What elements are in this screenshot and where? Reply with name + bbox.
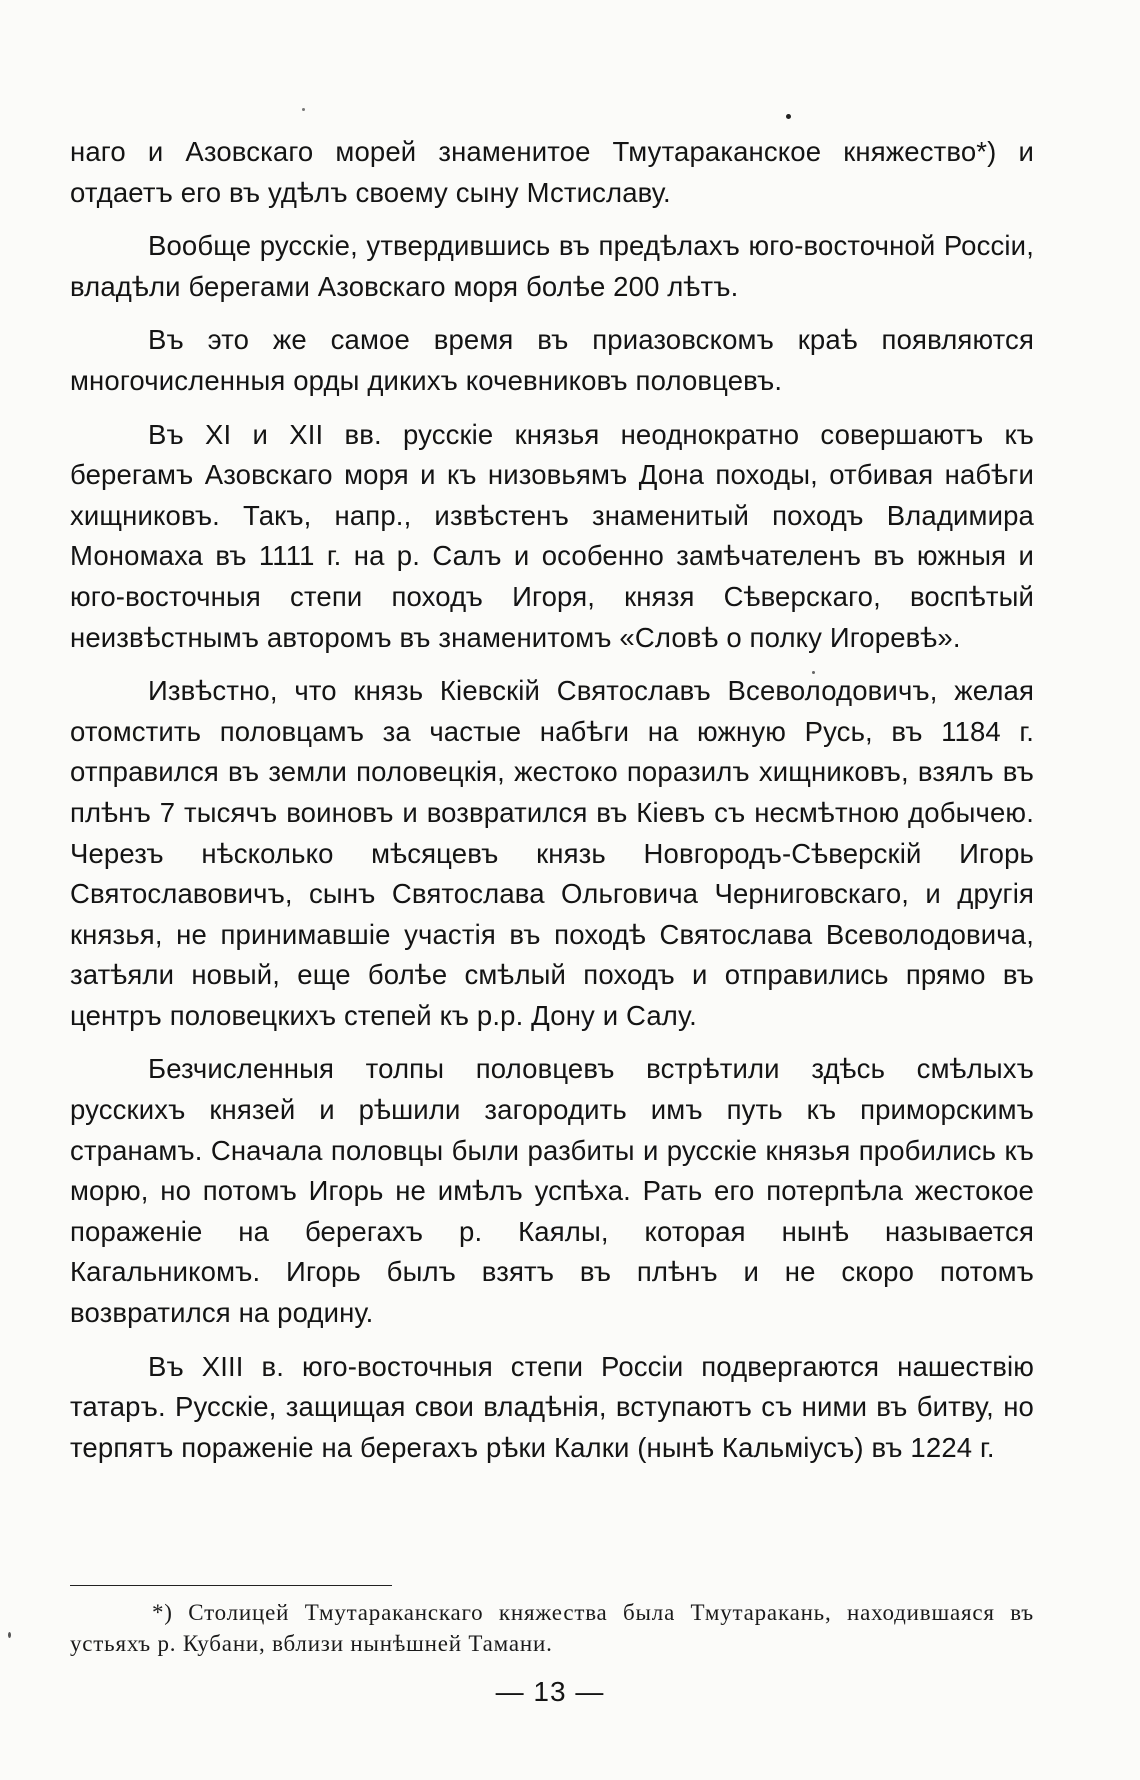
paragraph-southeast-russia: Вообще русскіе, утвердившись въ предѣлахъ юго-восточной Россіи, владѣли берегами Азовскаго моря болѣе 200 лѣтъ. (70, 230, 1034, 302)
paragraph-campaigns: Въ XI и XII вв. русскіе князья неоднократно совершаютъ къ берегамъ Азовскаго моря и къ низовьямъ Дона походы, отбивая набѣги хищниковъ. Такъ, напр., извѣстенъ знаменитый походъ Владимира Мономаха въ 1111 г. на р. Салъ и особенно замѣчателенъ въ южныя и юго-восточныя степи походъ Игоря, князя Сѣверскаго, воспѣтый неизвѣстнымъ авторомъ въ знаменитомъ «Словѣ о полку Игоревѣ». (70, 418, 1034, 653)
footnote-divider (70, 1585, 392, 1586)
paragraph-kayala-defeat: Безчисленныя толпы половцевъ встрѣтили здѣсь смѣлыхъ русскихъ князей и рѣшили загородить имъ путь къ приморскимъ странамъ. Сначала половцы были разбиты и русскіе князья пробились къ морю, но потомъ Игорь не имѣлъ успѣха. Рать его потерпѣла жестокое пораженіе на берегахъ р. Каялы, которая нынѣ называется Кагальникомъ. Игорь былъ взятъ въ плѣнъ и не скоро потомъ возвратился на родину. (70, 1053, 1034, 1329)
footnote: *) Столицей Тмутараканскаго княжества была Тмутаракань, находившаяся въ устьяхъ р. Кубани, вблизи нынѣшней Тамани. (70, 1600, 1034, 1656)
paragraph-polovtsy-appear: Въ это же самое время въ приазовскомъ краѣ появляются многочисленныя орды дикихъ кочевниковъ половцевъ. (70, 324, 1034, 396)
page-number: — 13 — (495, 1676, 605, 1707)
paragraph-continuation: наго и Азовскаго морей знаменитое Тмутараканское княжество*) и отдаетъ его въ удѣлъ своему сыну Мстиславу. (70, 136, 1034, 208)
body-text (70, 132, 1034, 1481)
ink-speck (8, 1632, 11, 1638)
paragraph-tatar-invasion: Въ XIII в. юго-восточныя степи Россіи подвергаются нашествію татаръ. Русскіе, защищая свои владѣнія, вступаютъ съ ними въ битву, но терпятъ пораженіе на берегахъ рѣки Калки (нынѣ Кальміусъ) въ 1224 г. (70, 1350, 1034, 1463)
ink-speck (786, 114, 791, 119)
paragraph-svyatoslav-igor: Извѣстно, что князь Кіевскій Святославъ Всеволодовичъ, желая отомстить половцамъ за частые набѣги на южную Русь, въ 1184 г. отправился въ земли половецкія, жестоко поразилъ хищниковъ, взялъ въ плѣнъ 7 тысячъ воиновъ и возвратился въ Кіевъ съ несмѣтною добычею. Черезъ нѣсколько мѣсяцевъ князь Новгородъ-Сѣверскій Игорь Святославовичъ, сынъ Святослава Ольговича Черниговскаго, и другія князья, не принимавшіе участія въ походѣ Святослава Всеволодовича, затѣяли новый, еще болѣе смѣлый походъ и отправились прямо въ центръ половецкихъ степей къ р.р. Дону и Салу. (70, 675, 1034, 1031)
ink-speck (302, 108, 305, 111)
